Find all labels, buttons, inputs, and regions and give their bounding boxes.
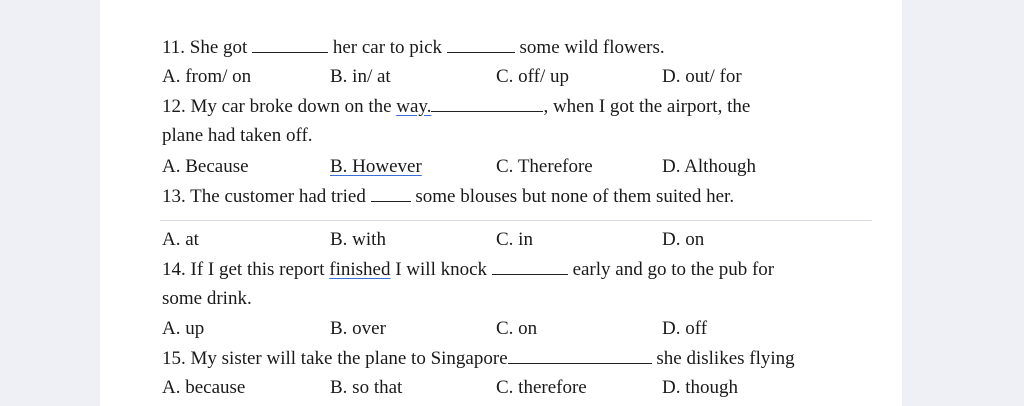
answer-blank (492, 258, 568, 275)
question-text: 12. My car broke down on the (162, 96, 397, 117)
answer-blank (371, 185, 411, 202)
question-15 (162, 345, 795, 373)
option-a: A. up (162, 318, 205, 339)
question-text: 13. The customer had tried (162, 186, 371, 207)
question-text: 11. She got (162, 37, 253, 58)
question-12 (162, 93, 750, 121)
option-b: B. so that (330, 377, 403, 398)
underlined-word: way. (396, 96, 432, 117)
question-text: 14. If I get this report (162, 259, 330, 280)
option-d: D. Although (662, 156, 756, 177)
option-c: C. in (496, 229, 533, 250)
question-text: I will knock (390, 259, 492, 280)
question-text: early and go to the pub for (567, 259, 775, 280)
question-14-continued: some drink. (162, 288, 252, 309)
option-d: D. on (662, 229, 705, 250)
question-12-continued: plane had taken off. (162, 125, 313, 146)
option-c: C. off/ up (496, 66, 570, 87)
option-c: C. Therefore (496, 156, 593, 177)
question-11 (162, 34, 665, 62)
question-text: , when I got the airport, the (543, 96, 751, 117)
question-14 (162, 256, 774, 284)
option-a: A. at (162, 229, 199, 250)
question-text: some wild flowers. (514, 37, 665, 58)
answer-blank (252, 36, 328, 53)
section-divider (160, 220, 872, 221)
option-a: A. Because (162, 156, 249, 177)
underlined-word: finished (329, 259, 391, 280)
option-c: C. on (496, 318, 538, 339)
question-text: her car to pick (328, 37, 447, 58)
answer-blank (431, 95, 543, 112)
question-13 (162, 183, 734, 211)
option-b: B. However (330, 156, 422, 177)
answer-blank (447, 36, 515, 53)
question-text: she dislikes flying (651, 348, 795, 369)
option-b: B. with (330, 229, 386, 250)
option-b: B. over (330, 318, 386, 339)
answer-blank (508, 347, 652, 364)
option-b: B. in/ at (330, 66, 391, 87)
question-text: 15. My sister will take the plane to Singapore (162, 348, 508, 369)
option-d: D. out/ for (662, 66, 742, 87)
option-a: A. because (162, 377, 246, 398)
option-d: D. off (662, 318, 708, 339)
option-c: C. therefore (496, 377, 587, 398)
option-a: A. from/ on (162, 66, 252, 87)
question-text: some blouses but none of them suited her. (410, 186, 735, 207)
option-d: D. though (662, 377, 738, 398)
